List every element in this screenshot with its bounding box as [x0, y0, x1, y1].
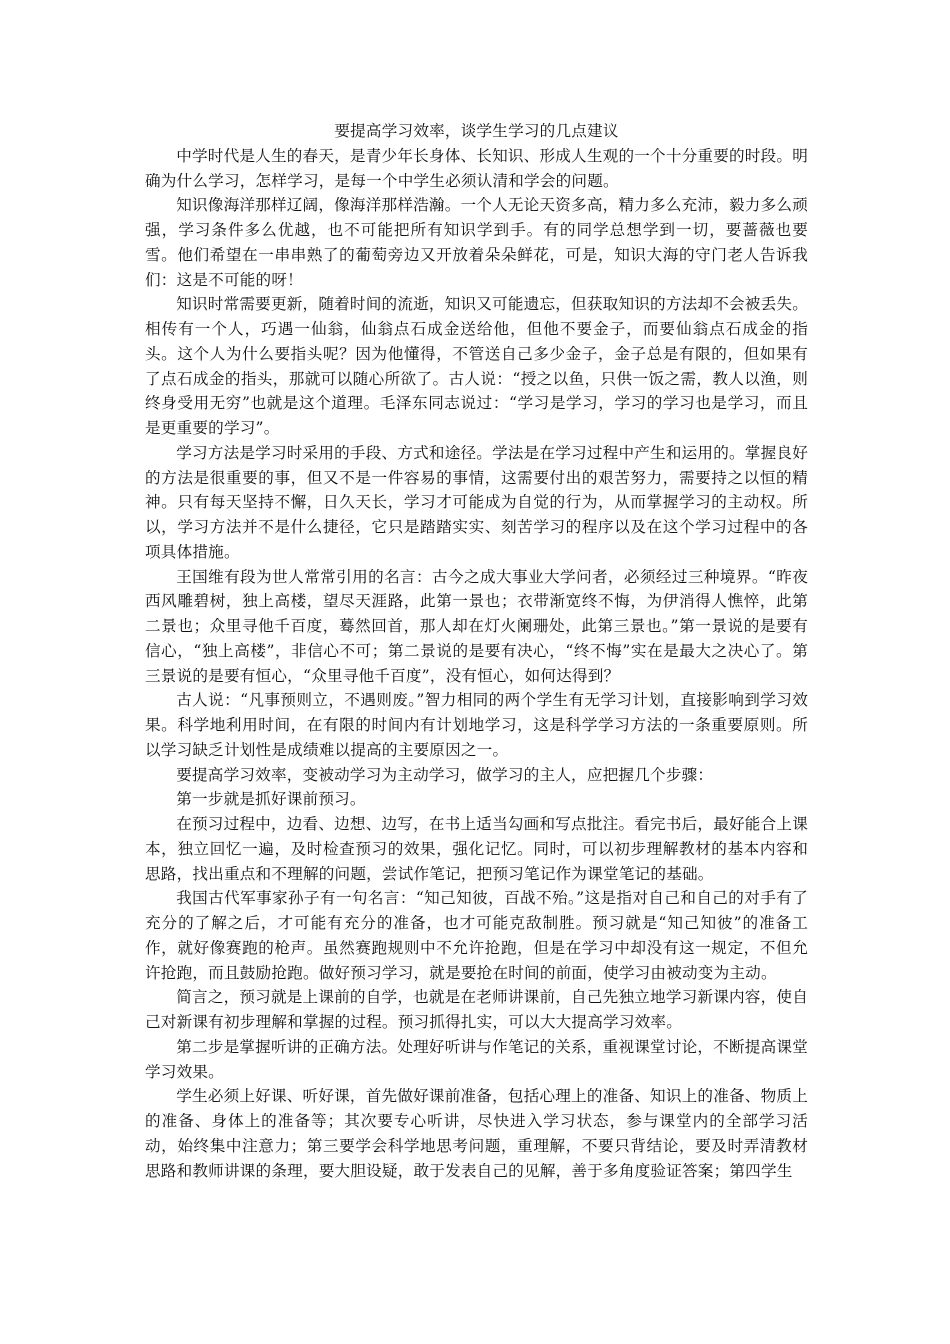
- paragraph-1: 中学时代是人生的春天，是青少年长身体、长知识、形成人生观的一个十分重要的时段。明确为什么学习，怎样学习，是每一个中学生必须认清和学会的问题。: [145, 146, 808, 190]
- document-title: 要提高学习效率，谈学生学习的几点建议: [334, 122, 619, 140]
- paragraph-3: 知识时常需要更新，随着时间的流逝，知识又可能遗忘，但获取知识的方法却不会被丢失。相传有一个人，巧遇一仙翁，仙翁点石成金送给他，但他不要金子，而要仙翁点石成金的指头。这个人为什么要指头呢？因为他懂得，不管送自己多少金子，金子总是有限的，但如果有了点石成金的指头，那就可以随心所欲了。古人说：“授之以鱼，只供一饭之需，教人以渔，则终身受用无穷”也就是这个道理。毛泽东同志说过：“学习是学习，学习的学习也是学习，而且是更重要的学习”。: [145, 295, 808, 437]
- paragraph-12: 第二步是掌握听讲的正确方法。处理好听讲与作笔记的关系，重视课堂讨论，不断提高课堂学习效果。: [145, 1037, 808, 1081]
- paragraph-9: 在预习过程中，边看、边想、边写，在书上适当勾画和写点批注。看完书后，最好能合上课本，独立回忆一遍，及时检查预习的效果，强化记忆。同时，可以初步理解教材的基本内容和思路，找出重点和不理解的问题，尝试作笔记，把预习笔记作为课堂笔记的基础。: [145, 815, 808, 883]
- paragraph-10: 我国古代军事家孙子有一句名言：“知己知彼，百战不殆。”这是指对自己和自己的对手有了充分的了解之后，才可能有充分的准备，也才可能克敌制胜。预习就是“知己知彼”的准备工作，就好像赛跑的枪声。虽然赛跑规则中不允许抢跑，但是在学习中却没有这一规定，不但允许抢跑，而且鼓励抢跑。做好预习学习，就是要抢在时间的前面，使学习由被动变为主动。: [145, 889, 808, 982]
- paragraph-11: 简言之，预习就是上课前的自学，也就是在老师讲课前，自己先独立地学习新课内容，使自己对新课有初步理解和掌握的过程。预习抓得扎实，可以大大提高学习效率。: [145, 988, 808, 1031]
- paragraph-2: 知识像海洋那样辽阔，像海洋那样浩瀚。一个人无论天资多高，精力多么充沛，毅力多么顽强，学习条件多么优越，也不可能把所有知识学到手。有的同学总想学到一切，要蔷薇也要雪。他们希望在一串串熟了的葡萄旁边又开放着朵朵鲜花，可是，知识大海的守门老人告诉我们：这是不可能的呀！: [145, 196, 808, 289]
- document-page: [145, 119, 808, 1183]
- paragraph-13: 学生必须上好课、听好课，首先做好课前准备，包括心理上的准备、知识上的准备、物质上的准备、身体上的准备等；其次要专心听讲，尽快进入学习状态，参与课堂内的全部学习活动，始终集中注意力；第三要学会科学地思考问题，重理解，不要只背结论，要及时弄清教材思路和教师讲课的条理，要大胆设疑，敢于发表自己的见解，善于多角度验证答案；第四学生: [145, 1087, 808, 1180]
- paragraph-4: 学习方法是学习时采用的手段、方式和途径。学法是在学习过程中产生和运用的。掌握良好的方法是很重要的事，但又不是一件容易的事情，这需要付出的艰苦努力，需要持之以恒的精神。只有每天坚持不懈，日久天长，学习才可能成为自觉的行为，从而掌握学习的主动权。所以，学习方法并不是什么捷径，它只是踏踏实实、刻苦学习的程序以及在这个学习过程中的各项具体措施。: [145, 443, 808, 561]
- paragraph-6: 古人说：“凡事预则立，不遇则废。”智力相同的两个学生有无学习计划，直接影响到学习效果。科学地利用时间，在有限的时间内有计划地学习，这是科学学习方法的一条重要原则。所以学习缺乏计划性是成绩难以提高的主要原因之一。: [145, 691, 808, 759]
- paragraph-7: 要提高学习效率，变被动学习为主动学习，做学习的主人，应把握几个步骤：: [176, 765, 714, 784]
- paragraph-8: 第一步就是抓好课前预习。: [176, 790, 366, 809]
- paragraph-5: 王国维有段为世人常常引用的名言：古今之成大事业大学问者，必须经过三种境界。“昨夜西风雕碧树，独上高楼，望尽天涯路，此第一景也；衣带渐宽终不悔，为伊消得人憔悴，此第二景也；众里寻他千百度，蓦然回首，那人却在灯火阑珊处，此第三景也。”第一景说的是要有信心，“独上高楼”，非信心不可；第二景说的是要有决心，“终不悔”实在是最大之决心了。第三景说的是要有恒心，“众里寻他千百度”，没有恒心，如何达得到？: [145, 567, 808, 685]
